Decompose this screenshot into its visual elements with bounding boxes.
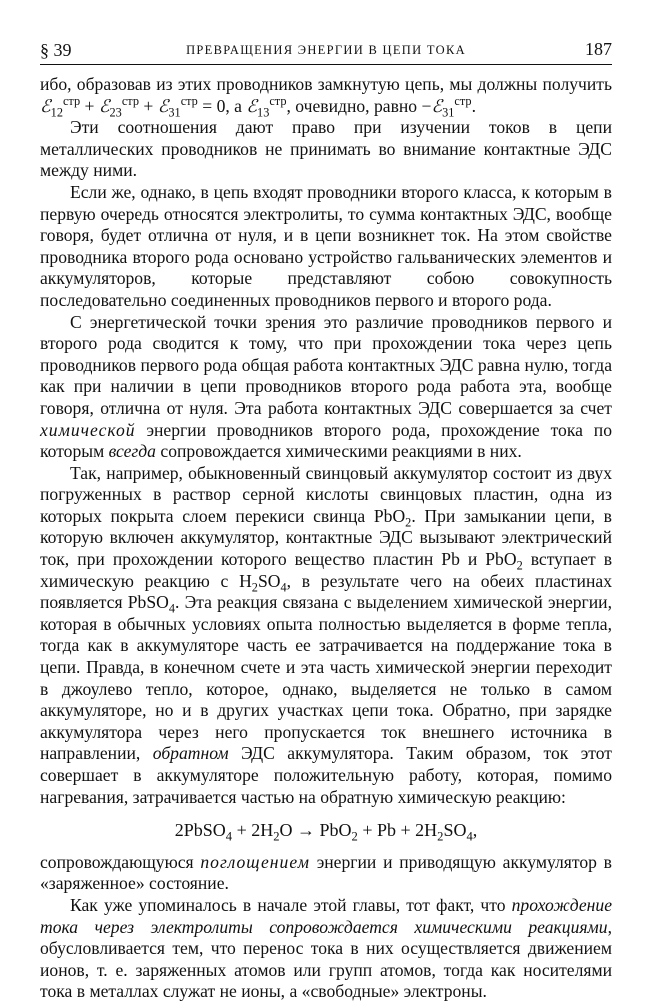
paragraph-6: сопровождающуюся поглощением энергии и приводящую аккумулятор в «заряженное» состояние.: [40, 851, 612, 894]
emphasis-absorption: поглощением: [200, 851, 310, 872]
paragraph-7: Как уже упоминалось в начале этой главы, тот факт, что прохождение тока через электролиты сопровождается химическими реакциями, обусловливается тем, что перенос тока в них осуществляется движением ионов, т. е. заряженных атомов или групп атомов, тогда как носителями тока в металлах служат не ионы, а «свободные» электроны.: [40, 894, 612, 1002]
emphasis-chemical: химической: [40, 419, 136, 440]
paragraph-5: Так, например, обыкновенный свинцовый аккумулятор состоит из двух погруженных в раствор серной кислоты свинцовых пластин, одна из которых покрыта слоем перекиси свинца PbO$_2$. При замыкании цепи, в которую включен аккумулятор, контактные ЭДС вызывают электрический ток, при прохождении которого вещество пластин Pb и PbO$_2$ вступает в химическую реакцию с $H_2SO_4$, в результате чего на обеих пластинах появляется PbSO$_4$. Эта реакция связана с выделением химической энергии, которая в обычных условиях опыта полностью выделяется в форме тепла, тогда как в аккумуляторе часть ее затрачивается на поддержание тока в цепи. Правда, в конечном счете и эта часть химической энергии переходит в джоулево тепло, которое, однако, выделяется не только в самом аккумуляторе, но и в других участках цепи тока. Обратно, при зарядке аккумулятора через него пропускается ток внешнего источника в направлении, обратном ЭДС аккумулятора. Таким образом, ток этот совершает в аккумуляторе положительную работу, которая, помимо нагревания, затрачивается частью на обратную химическую реакцию:: [40, 462, 613, 807]
chemical-equation: 2PbSO$_4$ + $2H_2O \to PbO_2 + Pb + 2H_2SO_4$,: [174, 820, 478, 844]
page-number: 187: [585, 39, 612, 59]
running-header: [40, 38, 612, 65]
paragraph-1: ибо, образовав из этих проводников замкнутую цепь, мы должны получить ℰ$_{12}^{стр}$ + ℰ$_{23}^{стр}$ + ℰ$_{31}^{стр}$ = 0, а ℰ$_{13}^{стр}$, очевидно, равно −ℰ$_{31}^{стр}$.: [40, 74, 612, 120]
paragraph-3: Если же, однако, в цепь входят проводники второго класса, к которым в первую очередь относятся электролиты, то сумма контактных ЭДС, вообще говоря, будет отлична от нуля, и в цепи возникнет ток. На этом свойстве проводника второго рода основано устройство гальванических элементов и аккумуляторов, которые представляют собою совокупность последовательно соединенных проводников первого и второго рода.: [40, 181, 612, 310]
paragraph-2: Эти соотношения дают право при изучении токов в цепи металлических проводников не принимать во внимание контактные ЭДС между ними.: [40, 117, 612, 181]
running-title: ПРЕВРАЩЕНИЯ ЭНЕРГИИ В ЦЕПИ ТОКА: [186, 43, 466, 57]
emphasis-always: всегда: [108, 441, 156, 462]
section-number: § 39: [40, 40, 72, 60]
emphasis-reverse: обратном: [152, 743, 229, 764]
page-body: [40, 74, 612, 1003]
emphasis-electrolytes: прохождение тока через электролиты сопровождается химическими реакциями: [40, 894, 612, 937]
paragraph-4: С энергетической точки зрения это различие проводников первого и второго рода сводится к тому, что при прохождении тока через цепь проводников первого рода общая работа контактных ЭДС равна нулю, тогда как при наличии в цепи проводников второго рода работа эта, вообще говоря, отлична от нуля. Эта работа контактных ЭДС совершается за счет химической энергии проводников второго рода, прохождение тока по которым всегда сопровождается химическими реакциями в них.: [40, 311, 612, 462]
